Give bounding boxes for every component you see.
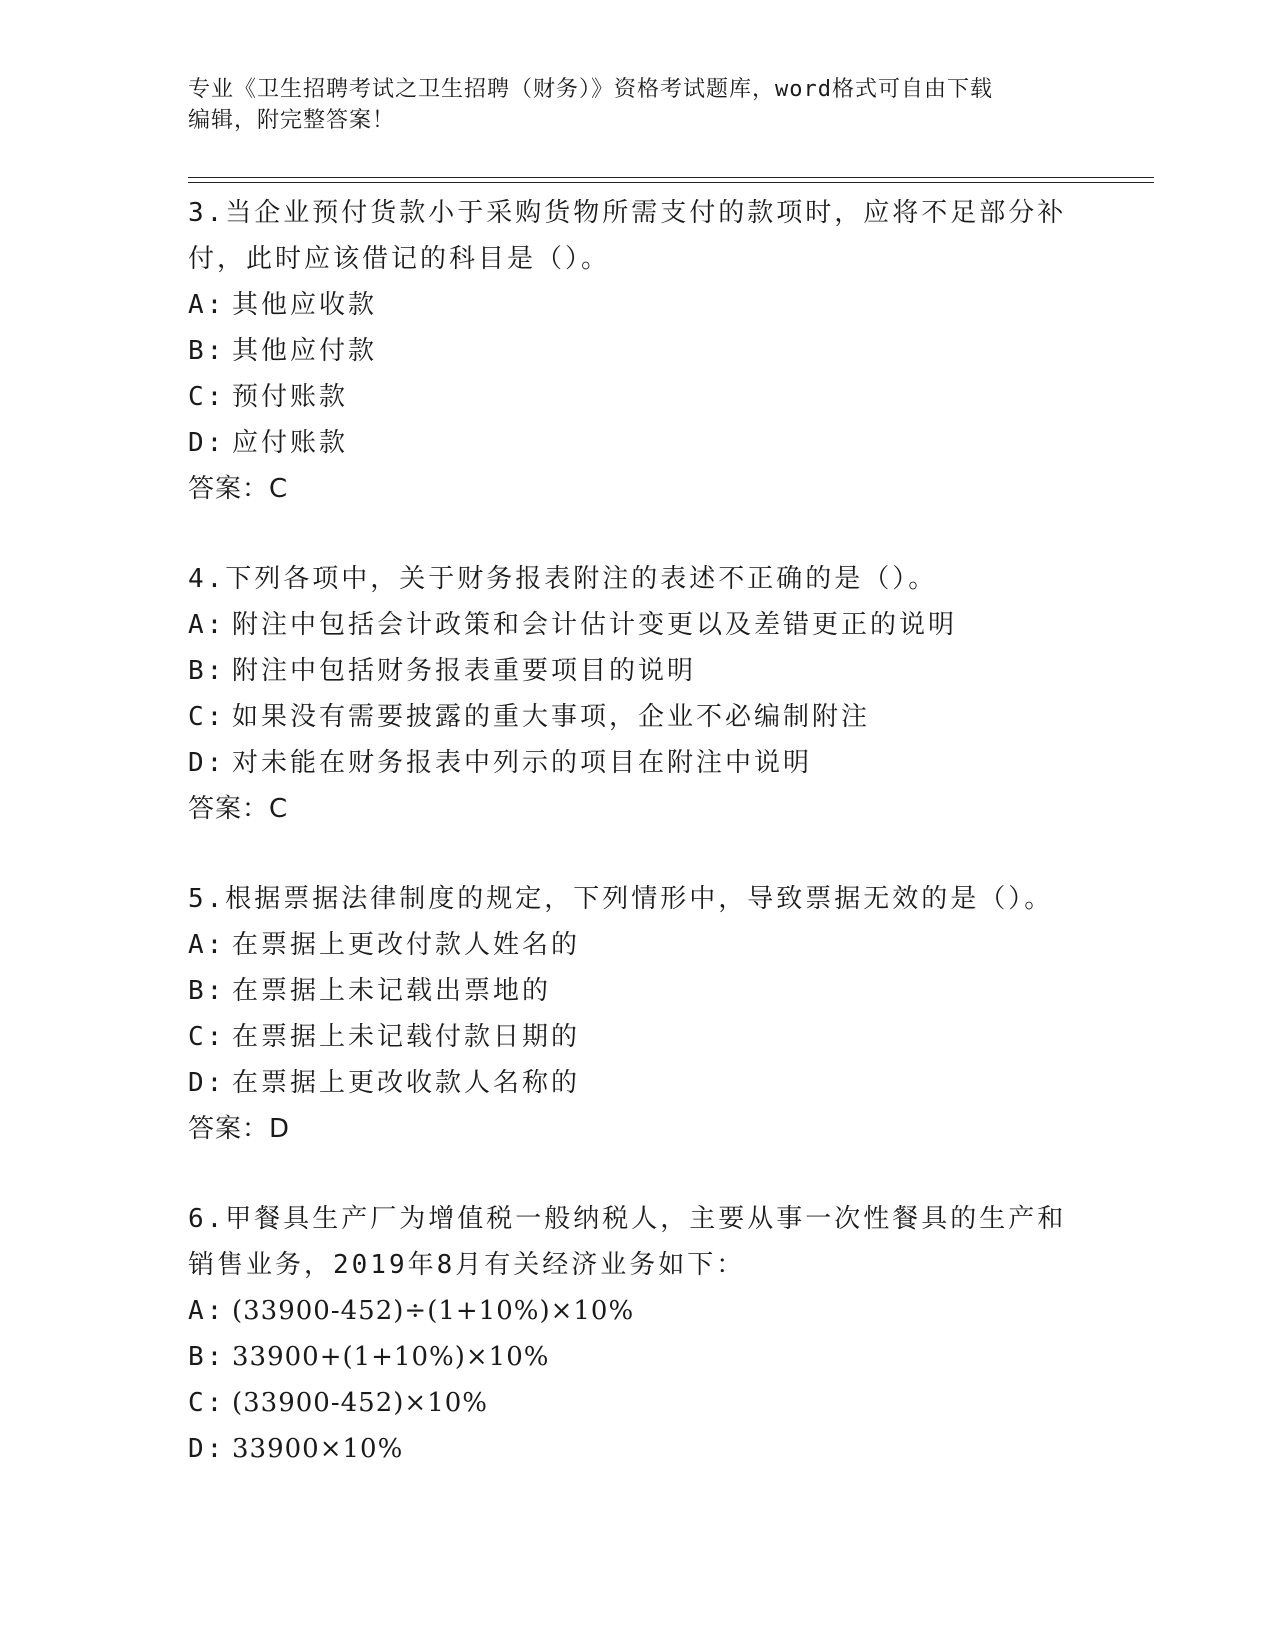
- option-letter: B:: [188, 336, 226, 366]
- option-letter: C:: [188, 702, 226, 732]
- header-divider-bottom: [188, 182, 1154, 183]
- option-text: 在票据上更改付款人姓名的: [232, 930, 581, 960]
- option-letter: D:: [188, 428, 226, 458]
- option-letter: C:: [188, 1388, 226, 1418]
- option-letter: B:: [188, 1342, 226, 1372]
- option-letter: C:: [188, 1022, 226, 1052]
- option-text: (33900-452)÷(1+10%)×10%: [232, 1296, 635, 1326]
- option-letter: A:: [188, 930, 226, 960]
- option-text: 其他应收款: [232, 290, 378, 320]
- option-text: 在票据上未记载出票地的: [232, 976, 552, 1006]
- option-text: (33900-452)×10%: [232, 1388, 488, 1418]
- option-d: [188, 740, 1088, 786]
- question-stem-line: 6.甲餐具生产厂为增值税一般纳税人，主要从事一次性餐具的生产和: [188, 1204, 1067, 1234]
- answer-line: 答案：D: [188, 1114, 291, 1144]
- option-b: [188, 1334, 1088, 1380]
- question-3: [188, 190, 1088, 512]
- option-text: 附注中包括会计政策和会计估计变更以及差错更正的说明: [232, 610, 958, 640]
- option-letter: D:: [188, 1068, 226, 1098]
- option-text: 其他应付款: [232, 336, 378, 366]
- answer-line: 答案：C: [188, 794, 289, 824]
- option-text: 33900×10%: [232, 1434, 404, 1464]
- option-b: [188, 968, 1088, 1014]
- option-d: [188, 1426, 1088, 1472]
- option-a: [188, 602, 1088, 648]
- option-a: [188, 282, 1088, 328]
- question-stem-line: 3.当企业预付货款小于采购货物所需支付的款项时，应将不足部分补: [188, 198, 1067, 228]
- option-b: [188, 328, 1088, 374]
- option-text: 33900+(1+10%)×10%: [232, 1342, 550, 1372]
- option-c: [188, 694, 1088, 740]
- question-stem-line: 4.下列各项中，关于财务报表附注的表述不正确的是（）。: [188, 564, 938, 594]
- option-text: 应付账款: [232, 428, 349, 458]
- header-divider-top: [188, 177, 1154, 178]
- option-text: 附注中包括财务报表重要项目的说明: [232, 656, 697, 686]
- option-text: 在票据上未记载付款日期的: [232, 1022, 581, 1052]
- option-text: 在票据上更改收款人名称的: [232, 1068, 581, 1098]
- option-letter: D:: [188, 748, 226, 778]
- option-d: [188, 420, 1088, 466]
- option-text: 对未能在财务报表中列示的项目在附注中说明: [232, 748, 813, 778]
- question-list: [188, 190, 1088, 1516]
- option-d: [188, 1060, 1088, 1106]
- option-letter: A:: [188, 1296, 226, 1326]
- option-letter: A:: [188, 610, 226, 640]
- answer-line: 答案：C: [188, 474, 289, 504]
- question-stem-line: 付，此时应该借记的科目是（）。: [188, 244, 611, 274]
- option-letter: B:: [188, 976, 226, 1006]
- question-stem-line: 5.根据票据法律制度的规定，下列情形中，导致票据无效的是（）。: [188, 884, 1054, 914]
- option-text: 预付账款: [232, 382, 349, 412]
- option-letter: D:: [188, 1434, 226, 1464]
- option-c: [188, 1380, 1088, 1426]
- option-letter: A:: [188, 290, 226, 320]
- option-b: [188, 648, 1088, 694]
- question-4: [188, 556, 1088, 832]
- option-letter: B:: [188, 656, 226, 686]
- option-a: [188, 1288, 1088, 1334]
- option-a: [188, 922, 1088, 968]
- header-line-2: 编辑，附完整答案！: [188, 108, 396, 133]
- option-c: [188, 374, 1088, 420]
- option-c: [188, 1014, 1088, 1060]
- question-stem-line: 销售业务，2019年8月有关经济业务如下：: [188, 1250, 746, 1280]
- option-letter: C:: [188, 382, 226, 412]
- header-line-1: 专业《卫生招聘考试之卫生招聘（财务）》资格考试题库，word格式可自由下载: [188, 77, 993, 102]
- option-text: 如果没有需要披露的重大事项，企业不必编制附注: [232, 702, 871, 732]
- question-6: [188, 1196, 1088, 1472]
- document-header: [188, 74, 1068, 136]
- question-5: [188, 876, 1088, 1152]
